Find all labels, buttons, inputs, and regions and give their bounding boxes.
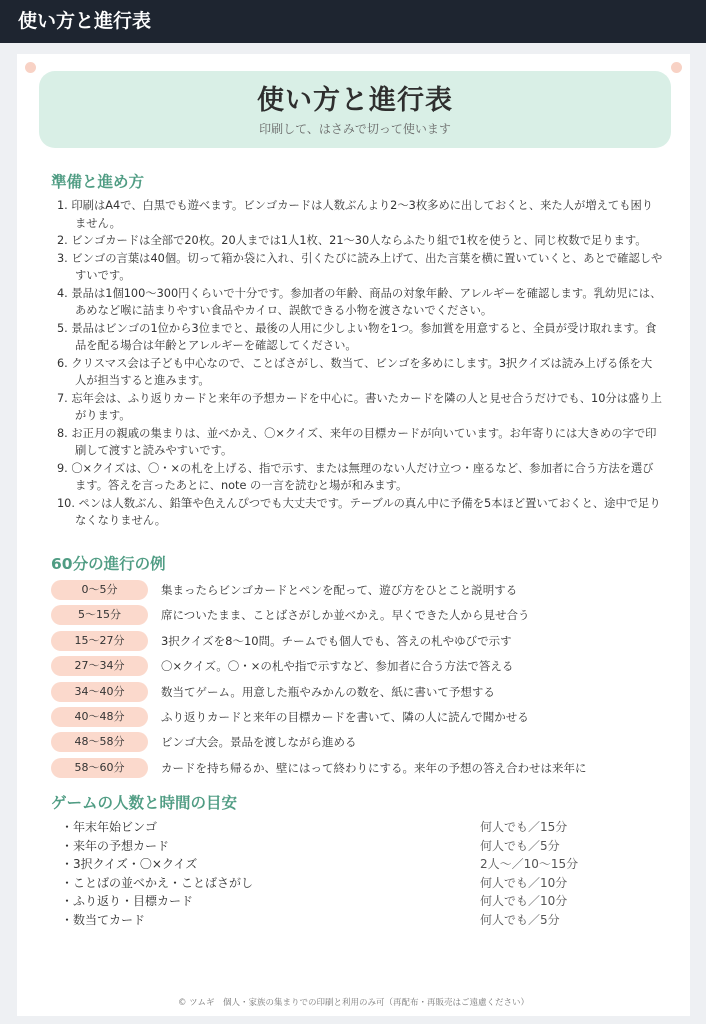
schedule-row — [51, 730, 671, 755]
schedule-description: ふり返りカードと来年の目標カードを書いて、隣の人に読んで聞かせる — [161, 709, 529, 724]
game-name: ・ことばの並べかえ・ことばさがし — [61, 875, 254, 890]
game-row — [61, 892, 641, 911]
list-item: 3. ビンゴの言葉は40個。切って箱か袋に入れ、引くたびに読み上げて、出た言葉を横に置いていくと、あとで確認しやすいです。 — [57, 251, 663, 282]
page-title: 使い方と進行表 — [257, 85, 453, 116]
game-row — [61, 911, 641, 930]
schedule-description: カードを持ち帰るか、壁にはって終わりにする。来年の予想の答え合わせは来年に — [161, 760, 587, 775]
game-players-time: 何人でも／5分 — [480, 838, 560, 853]
time-badge: 0〜5分 — [51, 580, 148, 600]
document-page — [17, 54, 690, 1016]
time-badge: 15〜27分 — [51, 631, 148, 651]
list-item: 5. 景品はビンゴの1位から3位までと、最後の人用に少しよい物を1つ。参加賞を用意すると、全員が受け取れます。食品を配る場合は年齢とアレルギーを確認してください。 — [57, 321, 657, 352]
time-badge: 58〜60分 — [51, 758, 148, 778]
schedule-row — [51, 654, 671, 679]
schedule-description: 3択クイズを8〜10問。チームでも個人でも、答えの札やゆびで示す — [161, 633, 512, 648]
schedule-row — [51, 756, 671, 781]
list-item: 7. 忘年会は、ふり返りカードと来年の予想カードを中心に。書いたカードを隣の人と見せ合うだけでも、10分は盛り上がります。 — [57, 391, 662, 422]
schedule-description: 集まったらビンゴカードとペンを配って、遊び方をひとこと説明する — [161, 583, 518, 597]
game-name: ・年末年始ビンゴ — [61, 820, 158, 834]
list-item: 10. ペンは人数ぶん、鉛筆や色えんぴつでも大丈夫です。テーブルの真ん中に予備を5本ほど置いておくと、途中で足りなくなりません。 — [57, 496, 661, 527]
schedule-row — [51, 629, 671, 654]
list-item: 1. 印刷はA4で、白黒でも遊べます。ビンゴカードは人数ぶんより2〜3枚多めに出しておくと、来た人が増えても困りません。 — [57, 199, 654, 230]
list-item: 2. ビンゴカードは全部で20枚。20人までは1人1枚、21〜30人ならふたり組で1枚を使うと、同じ枚数で足ります。 — [57, 234, 647, 247]
game-name: ・3択クイズ・〇×クイズ — [61, 857, 198, 872]
games-list — [61, 818, 641, 930]
app-title: 使い方と進行表 — [18, 10, 152, 32]
time-badge: 27〜34分 — [51, 656, 148, 676]
schedule-row — [51, 603, 671, 628]
schedule-row — [51, 578, 671, 603]
schedule-description: 〇×クイズ。〇・×の札や指で示すなど、参加者に合う方法で答える — [161, 659, 514, 674]
game-players-time: 何人でも／10分 — [480, 894, 568, 909]
game-name: ・数当てカード — [61, 912, 146, 927]
game-players-time: 何人でも／10分 — [480, 875, 568, 890]
game-players-time: 何人でも／5分 — [480, 912, 560, 927]
section-heading-schedule: 60分の進行の例 — [51, 555, 166, 573]
game-name: ・ふり返り・目標カード — [61, 894, 194, 909]
page-subtitle: 印刷して、はさみで切って使います — [259, 122, 451, 136]
list-item: 9. 〇×クイズは、〇・×の札を上げる、指で示す、または無理のない人だけ立つ・座るなど、参加者に合う方法を選びます。答えを言ったあとに、note の一言を読むと場が和みます。 — [57, 461, 654, 492]
time-badge: 48〜58分 — [51, 732, 148, 752]
section-heading-games: ゲームの人数と時間の目安 — [51, 794, 238, 812]
game-players-time: 2人〜／10〜15分 — [480, 857, 579, 872]
time-badge: 34〜40分 — [51, 682, 148, 702]
header-banner — [39, 71, 671, 148]
corner-dot-decoration — [25, 62, 36, 73]
schedule-row — [51, 680, 671, 705]
app-title-bar — [0, 0, 706, 43]
prep-steps-list — [57, 197, 663, 530]
schedule-description: ビンゴ大会。景品を渡しながら進める — [161, 735, 357, 750]
game-name: ・来年の予想カード — [61, 838, 170, 853]
game-row — [61, 855, 641, 874]
time-badge: 5〜15分 — [51, 605, 148, 625]
schedule-description: 席についたまま、ことばさがしか並べかえ。早くできた人から見せ合う — [161, 608, 530, 623]
game-row — [61, 837, 641, 856]
corner-dot-decoration — [671, 62, 682, 73]
schedule-row — [51, 705, 671, 730]
game-row — [61, 818, 641, 837]
schedule-table — [51, 578, 671, 781]
section-heading-prep: 準備と進め方 — [51, 173, 145, 191]
game-players-time: 何人でも／15分 — [480, 820, 568, 834]
schedule-description: 数当てゲーム。用意した瓶やみかんの数を、紙に書いて予想する — [161, 684, 495, 699]
list-item: 6. クリスマス会は子ども中心なので、ことばさがし、数当て、ビンゴを多めにします。3択クイズは読み上げる係を大人が担当すると進みます。 — [57, 356, 653, 387]
copyright-footer: © ツムギ 個人・家族の集まりでの印刷と利用のみ可（再配布・再販売はご遠慮ください） — [177, 998, 530, 1008]
time-badge: 40〜48分 — [51, 707, 148, 727]
list-item: 8. お正月の親戚の集まりは、並べかえ、〇×クイズ、来年の目標カードが向いています。お年寄りには大きめの字で印刷して渡すと読みやすいです。 — [57, 426, 657, 457]
list-item: 4. 景品は1個100〜300円くらいで十分です。参加者の年齢、商品の対象年齢、アレルギーを確認します。乳幼児には、あめなど喉に詰まりやすい食品やカイロ、誤飲できる小物を渡さないでください。 — [57, 286, 662, 317]
game-row — [61, 874, 641, 893]
